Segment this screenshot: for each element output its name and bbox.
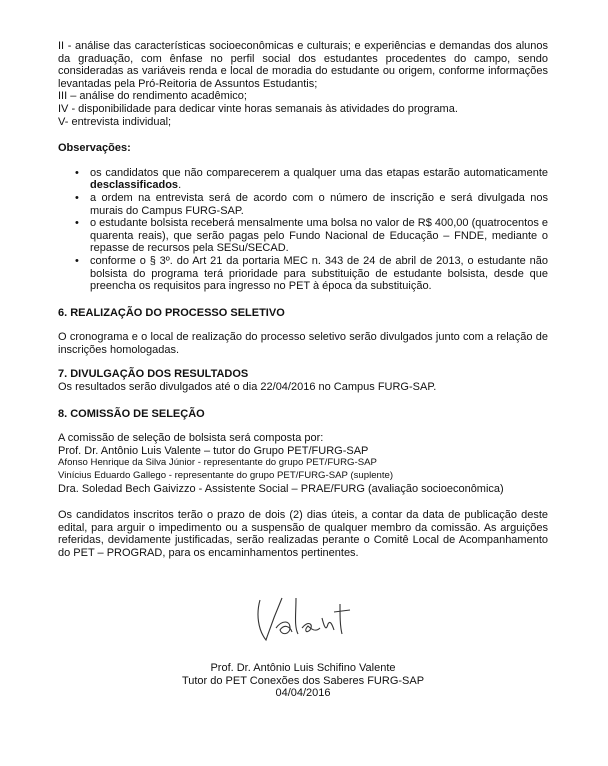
bullet-icon: • [75,166,79,179]
signatory-name: Prof. Dr. Antônio Luis Schifino Valente [210,662,396,674]
signature-image [246,590,358,646]
committee-member: Prof. Dr. Antônio Luis Valente – tutor do Grupo PET/FURG-SAP [58,444,369,457]
list-item-text: a ordem na entrevista será de acordo com o número de inscrição e será divulgada nos murais do Campus FURG-SAP. [90,191,548,217]
bullet-icon: • [75,254,79,267]
section-7-title: 7. DIVULGAÇÃO DOS RESULTADOS [58,368,249,381]
section-6-title: 6. REALIZAÇÃO DO PROCESSO SELETIVO [58,306,285,319]
observacoes-list [58,167,548,293]
signatory-role: Tutor do PET Conexões dos Saberes FURG-SAP [181,674,425,687]
list-item [58,167,548,192]
section-7-text: Os resultados serão divulgados até o dia 22/04/2016 no Campus FURG-SAP. [58,381,437,394]
bullet-icon: • [75,191,79,204]
section-6-text: O cronograma e o local de realização do processo seletivo serão divulgados junto com a relação de inscrições homologadas. [58,331,548,356]
section-8-title: 8. COMISSÃO DE SELEÇÃO [58,407,205,420]
list-item-text: os candidatos que não comparecerem a qualquer uma das etapas estarão automaticamente [90,166,548,179]
committee-member: Afonso Henrique da Silva Júnior - representante do grupo PET/FURG-SAP [58,457,377,469]
criteria-item-4: IV - disponibilidade para dedicar vinte horas semanais às atividades do programa. [58,102,458,115]
list-item [58,255,548,293]
list-item-after: . [178,179,182,192]
list-item-text: o estudante bolsista receberá mensalmente uma bolsa no valor de R$ 400,00 (quatrocentos e quarenta reais), que serão pagas pelo Fundo Nacional de Educação – FNDE, mediante o repasse de recursos pela SESu/SECAD. [90,217,549,255]
list-item [58,217,548,255]
criteria-item-3: III – análise do rendimento acadêmico; [58,90,247,103]
committee-member: Vinícius Eduardo Gallego - representante do grupo PET/FURG-SAP (suplente) [58,470,394,482]
bullet-icon: • [75,217,79,230]
list-item [58,192,548,217]
section-8-closing: Os candidatos inscritos terão o prazo de dois (2) dias úteis, a contar da data de publicação deste edital, para arguir o impedimento ou a suspensão de qualquer membro da comissão. As arguições referidas, devidamente justificadas, serão realizadas perante o Comitê Local de Acompanhamento do PET – PROGRAD, para os encaminhamentos pertinentes. [58,509,548,559]
list-item-text: conforme o § 3º. do Art 21 da portaria MEC n. 343 de 24 de abril de 2013, o estudante não bolsista do programa terá prioridade para substituição de estudante bolsista, desde que preencha os requisitos para ingresso no PET à época da substituição. [90,254,548,293]
observacoes-title: Observações: [58,142,131,155]
signature-caption [58,662,548,700]
criteria-item-5: V- entrevista individual; [58,115,172,128]
signature-date: 04/04/2016 [275,687,331,700]
list-item-bold: desclassificados [90,179,179,192]
document-body [58,40,548,560]
committee-member: Dra. Soledad Bech Gaivizzo - Assistente Social – PRAE/FURG (avaliação socioeconômica) [58,482,504,495]
criteria-item-2: II - análise das características socioeconômicas e culturais; e experiências e demandas dos alunos da graduação, com ênfase no perfil social dos estudantes procedentes do campo, sendo consideradas as variáveis renda e local de moradia do estudante ou origem, conforme informações levantadas pela Pró-Reitoria de Assuntos Estudantis; [58,40,548,90]
section-8-intro: A comissão de seleção de bolsista será composta por: [58,432,324,445]
